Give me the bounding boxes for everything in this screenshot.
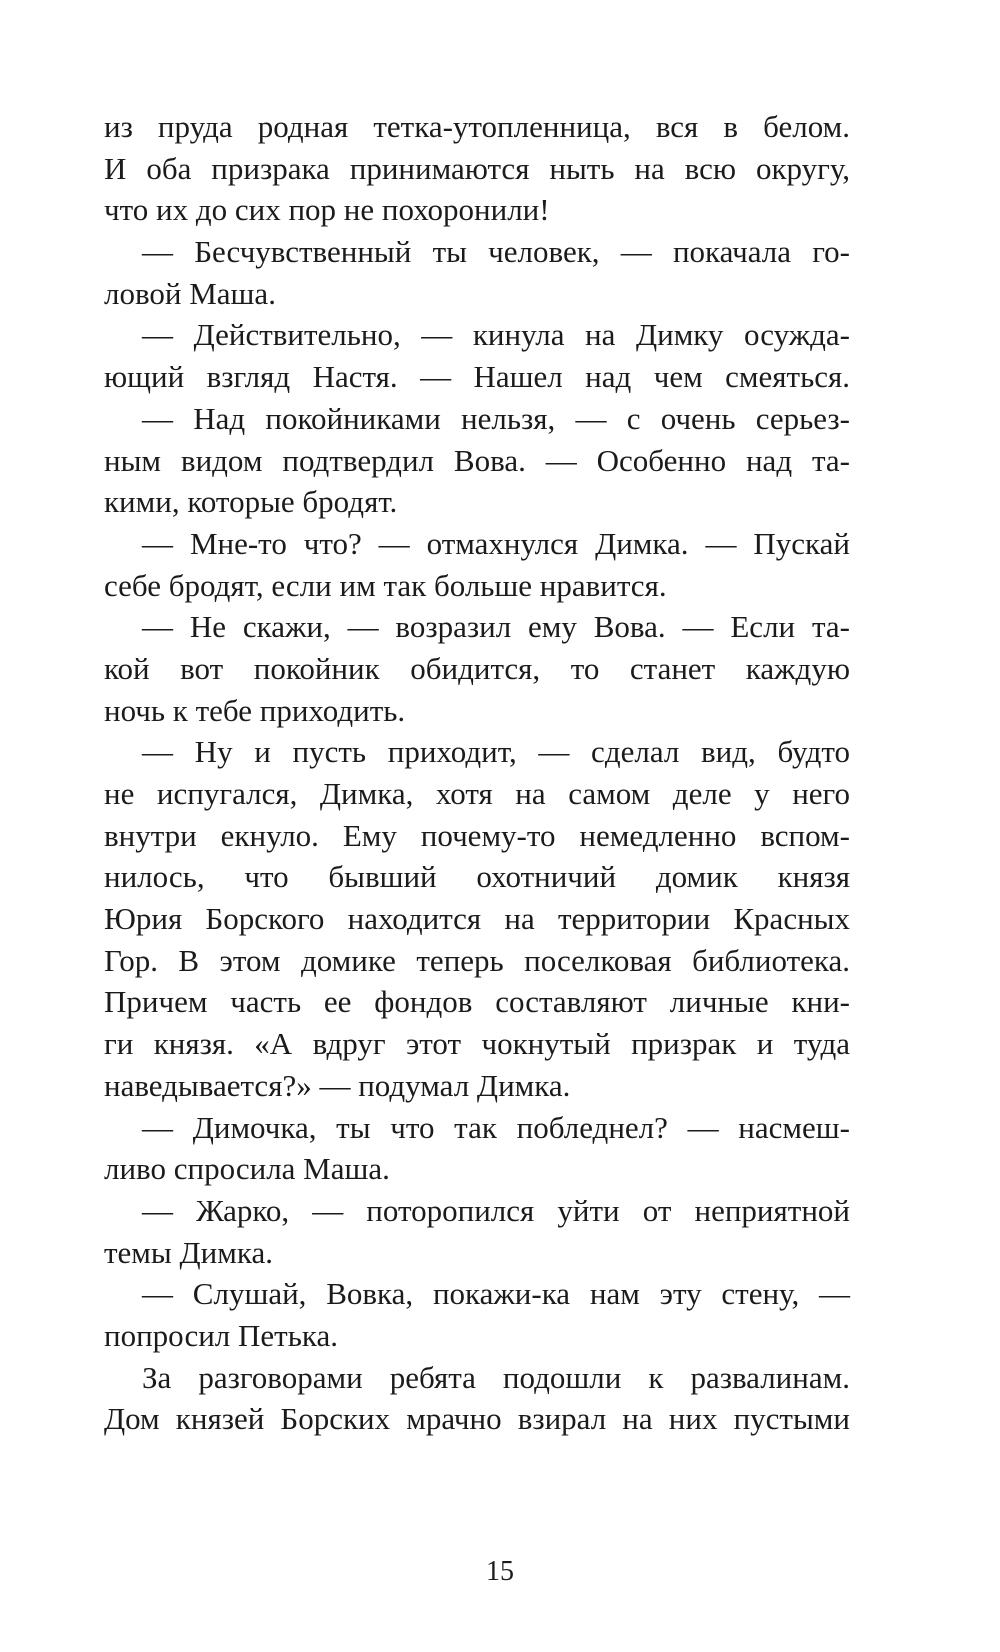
body-text xyxy=(104,106,850,1440)
text-line: — Ну и пусть приходит, — сделал вид, будто xyxy=(142,734,850,770)
page-number: 15 xyxy=(486,1556,514,1587)
text-line: Юрия Борского находится на территории Красных xyxy=(104,901,850,937)
text-line: не испугался, Димка, хотя на самом деле у него xyxy=(104,776,850,811)
text-line: — Не скажи, — возразил ему Вова. — Если та- xyxy=(142,609,850,645)
text-line: — Бесчувственный ты человек, — покачала го- xyxy=(142,234,850,270)
text-line: себе бродят, если им так больше нравится. xyxy=(104,567,667,603)
text-line: Причем часть ее фондов составляют личные кни- xyxy=(104,984,850,1020)
text-line: — Слушай, Вовка, покажи-ка нам эту стену, — xyxy=(142,1276,850,1312)
text-line: Гор. В этом домике теперь поселковая библиотека. xyxy=(104,942,850,978)
text-line: ным видом подтвердил Вова. — Особенно над та- xyxy=(104,442,850,478)
text-line: — Над покойниками нельзя, — с очень серьез- xyxy=(142,400,850,436)
text-line: — Димочка, ты что так побледнел? — насмеш- xyxy=(142,1109,850,1145)
text-line: За разговорами ребята подошли к развалинам. xyxy=(142,1359,850,1395)
text-line: ливо спросила Маша. xyxy=(104,1151,390,1187)
text-line: из пруда родная тетка-утопленница, вся в белом. xyxy=(104,109,850,144)
text-line: темы Димка. xyxy=(104,1234,273,1270)
text-line: ющий взгляд Настя. — Нашел над чем смеяться. xyxy=(104,359,850,395)
text-line: ночь к тебе приходить. xyxy=(104,692,406,728)
text-line: — Жарко, — поторопился уйти от неприятной xyxy=(142,1192,850,1228)
text-line: внутри екнуло. Ему почему-то немедленно вспом- xyxy=(104,817,850,853)
text-line: кой вот покойник обидится, то станет каждую xyxy=(104,650,850,686)
text-line: ловой Маша. xyxy=(104,275,276,311)
text-line: наведывается?» — подумал Димка. xyxy=(104,1067,571,1103)
text-line: кими, которые бродят. xyxy=(104,484,398,520)
text-line: попросил Петька. xyxy=(104,1317,338,1353)
text-line: — Действительно, — кинула на Димку осужда- xyxy=(142,317,850,353)
text-line: ги князя. «А вдруг этот чокнутый призрак и туда xyxy=(104,1026,850,1062)
text-line: Дом князей Борских мрачно взирал на них пустыми xyxy=(104,1401,850,1437)
text-line: — Мне-то что? — отмахнулся Димка. — Пускай xyxy=(142,525,850,561)
text-line: нилось, что бывший охотничий домик князя xyxy=(104,859,850,895)
text-line: что их до сих пор не похоронили! xyxy=(104,192,550,228)
text-line: И оба призрака принимаются ныть на всю округу, xyxy=(104,150,850,186)
